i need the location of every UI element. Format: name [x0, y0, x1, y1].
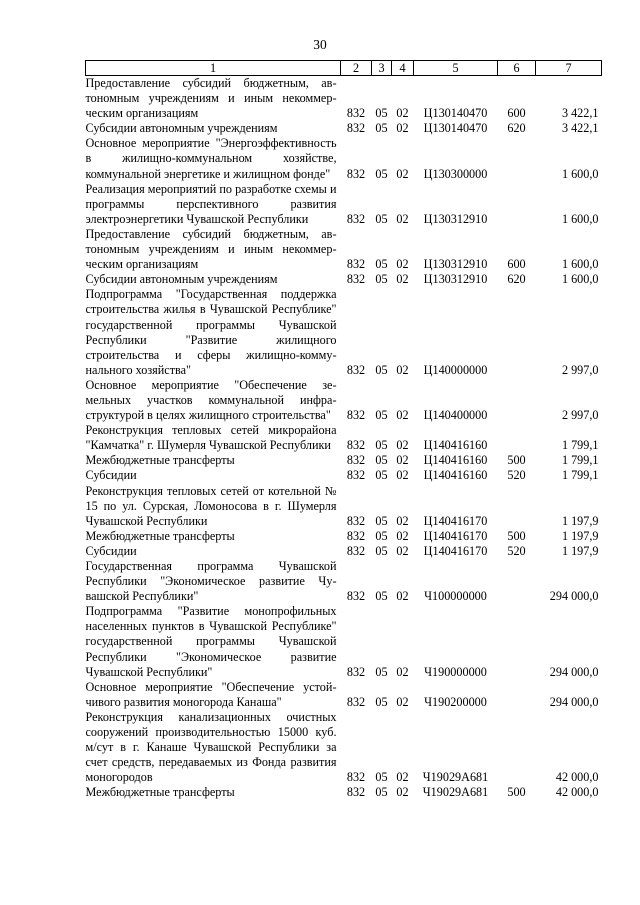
- row-sum: 1 799,1: [561, 468, 599, 483]
- row-name: Предоставление субсидий бюджетным, автономным учреждениям и иным некоммерческим организациям: [85, 76, 337, 121]
- row-name: Межбюджетные трансферты: [85, 528, 235, 543]
- row-sum: 1 799,1: [561, 453, 599, 468]
- row-pr: 02: [396, 106, 409, 121]
- row-pr: 02: [396, 453, 409, 468]
- table-row: [86, 468, 602, 483]
- row-pr: 02: [396, 257, 409, 272]
- row-csr: Ц140400000: [423, 408, 488, 423]
- table-body: [86, 76, 602, 801]
- table-row: [86, 484, 602, 529]
- row-vr: [498, 680, 536, 710]
- row-pr: 02: [396, 528, 409, 543]
- table-row: [86, 227, 602, 272]
- row-pr: 02: [396, 362, 409, 377]
- row-pr: 02: [396, 513, 409, 528]
- row-csr: Ц130312910: [423, 272, 488, 287]
- row-gr: 832: [346, 664, 366, 679]
- row-vr: 620: [507, 272, 526, 287]
- row-vr: [498, 484, 536, 529]
- row-sum: 2 997,0: [561, 362, 599, 377]
- row-vr: 500: [507, 528, 526, 543]
- row-vr: 520: [507, 468, 526, 483]
- row-sum: 2 997,0: [561, 408, 599, 423]
- table-row: [86, 76, 602, 122]
- row-csr: Ч190200000: [424, 694, 487, 709]
- row-pr: 02: [396, 664, 409, 679]
- row-name: Субсидии: [85, 468, 137, 483]
- table-row: [86, 272, 602, 287]
- row-gr: 832: [346, 121, 366, 136]
- row-gr: 832: [346, 106, 366, 121]
- row-name: Субсидии: [85, 543, 137, 558]
- table-row: [86, 423, 602, 453]
- row-name: Субсидии автономным учреждениям: [85, 272, 278, 287]
- row-rz: 05: [375, 513, 388, 528]
- row-rz: 05: [375, 438, 388, 453]
- table-row: [86, 785, 602, 800]
- row-csr: Ч100000000: [424, 589, 487, 604]
- row-pr: 02: [396, 694, 409, 709]
- row-vr: [498, 710, 536, 785]
- row-name: Субсидии автономным учреждениям: [85, 121, 278, 136]
- row-vr: [498, 559, 536, 604]
- row-gr: 832: [346, 528, 366, 543]
- row-rz: 05: [375, 362, 388, 377]
- column-header: 7: [536, 61, 602, 76]
- table-row: [86, 680, 602, 710]
- row-csr: Ч190000000: [424, 664, 487, 679]
- table-row: [86, 287, 602, 378]
- column-header: 5: [414, 61, 498, 76]
- row-rz: 05: [375, 272, 388, 287]
- row-csr: Ц140416160: [423, 468, 488, 483]
- row-rz: 05: [375, 257, 388, 272]
- row-sum: 1 600,0: [561, 211, 599, 226]
- row-rz: 05: [375, 543, 388, 558]
- row-vr: [498, 287, 536, 378]
- row-pr: 02: [396, 468, 409, 483]
- row-gr: 832: [346, 408, 366, 423]
- row-name: Межбюджетные трансферты: [85, 453, 235, 468]
- row-gr: 832: [346, 589, 366, 604]
- row-gr: 832: [346, 770, 366, 785]
- row-name: Основное мероприятие "Энергоэффективность в жилищно-коммунальном хозяйстве, коммунальной энергетике и жилищном фонде": [85, 136, 337, 181]
- row-sum: 3 422,1: [561, 121, 599, 136]
- row-csr: Ч19029А681: [422, 785, 489, 800]
- row-vr: 620: [507, 121, 526, 136]
- row-sum: 1 197,9: [561, 543, 599, 558]
- table-row: [86, 136, 602, 181]
- table-row: [86, 182, 602, 227]
- row-rz: 05: [375, 694, 388, 709]
- row-name: Основное мероприятие "Обеспечение земельных участков коммунальной инфраструктурой в целях жилищного строительства": [85, 377, 337, 423]
- row-rz: 05: [375, 664, 388, 679]
- row-pr: 02: [396, 211, 409, 226]
- row-vr: 500: [507, 785, 526, 800]
- row-sum: 42 000,0: [555, 770, 599, 785]
- row-csr: Ч19029А681: [422, 770, 489, 785]
- row-name: Реконструкция тепловых сетей микрорайона "Камчатка" г. Шумерля Чувашской Республики: [85, 423, 337, 453]
- column-header: 2: [341, 61, 372, 76]
- page-number: 30: [313, 37, 327, 52]
- table-row: [86, 529, 602, 544]
- row-csr: Ц130140470: [423, 121, 488, 136]
- row-rz: 05: [375, 121, 388, 136]
- row-sum: 1 600,0: [561, 257, 599, 272]
- row-rz: 05: [375, 453, 388, 468]
- row-pr: 02: [396, 121, 409, 136]
- row-gr: 832: [346, 513, 366, 528]
- column-header: 1: [86, 61, 341, 76]
- row-csr: Ц140416160: [423, 438, 488, 453]
- row-csr: Ц140416170: [423, 543, 488, 558]
- table-row: [86, 453, 602, 468]
- row-rz: 05: [375, 770, 388, 785]
- header-row: [86, 61, 602, 76]
- row-vr: [498, 136, 536, 181]
- row-name: Подпрограмма "Развитие монопрофильных населенных пунктов в Чувашской Республике" государственной программы Чувашской Республики "Экономическое развитие Чувашской Республики": [85, 604, 337, 679]
- row-pr: 02: [396, 408, 409, 423]
- row-rz: 05: [375, 528, 388, 543]
- row-gr: 832: [346, 257, 366, 272]
- row-sum: 1 600,0: [561, 272, 599, 287]
- row-csr: Ц140416170: [423, 528, 488, 543]
- row-gr: 832: [346, 362, 366, 377]
- row-sum: 294 000,0: [549, 694, 599, 709]
- table-row: [86, 544, 602, 559]
- column-header: 3: [372, 61, 392, 76]
- row-rz: 05: [375, 589, 388, 604]
- column-header: 6: [498, 61, 536, 76]
- row-csr: Ц140416160: [423, 453, 488, 468]
- row-gr: 832: [346, 272, 366, 287]
- table-row: [86, 710, 602, 785]
- row-sum: 42 000,0: [555, 785, 599, 800]
- row-pr: 02: [396, 166, 409, 181]
- row-rz: 05: [375, 468, 388, 483]
- row-vr: [498, 182, 536, 227]
- row-name: Предоставление субсидий бюджетным, автономным учреждениям и иным некоммерческим организациям: [85, 226, 337, 272]
- row-vr: [498, 604, 536, 679]
- table-row: [86, 378, 602, 423]
- row-rz: 05: [375, 106, 388, 121]
- row-sum: 294 000,0: [549, 589, 599, 604]
- column-header: 4: [392, 61, 414, 76]
- row-gr: 832: [346, 543, 366, 558]
- row-csr: Ц130312910: [423, 257, 488, 272]
- row-csr: Ц130312910: [423, 211, 488, 226]
- row-csr: Ц140416170: [423, 513, 488, 528]
- table-row: [86, 559, 602, 604]
- row-name: Реконструкция тепловых сетей от котельной № 15 по ул. Сурская, Ломоносова в г. Шумерля Чувашской Республики: [85, 483, 337, 528]
- row-name: Реализация мероприятий по разработке схемы и программы перспективного развития электроэнергетики Чувашской Республики: [85, 181, 337, 226]
- row-sum: 1 600,0: [561, 166, 599, 181]
- row-pr: 02: [396, 272, 409, 287]
- row-pr: 02: [396, 785, 409, 800]
- row-vr: 500: [507, 453, 526, 468]
- table-row: [86, 604, 602, 679]
- row-pr: 02: [396, 438, 409, 453]
- row-pr: 02: [396, 589, 409, 604]
- row-gr: 832: [346, 166, 366, 181]
- row-pr: 02: [396, 770, 409, 785]
- row-rz: 05: [375, 785, 388, 800]
- row-vr: 520: [507, 543, 526, 558]
- row-gr: 832: [346, 694, 366, 709]
- row-vr: 600: [507, 106, 526, 121]
- row-sum: 294 000,0: [549, 664, 599, 679]
- row-name: Реконструкция канализационных очистных сооружений производительностью 15000 куб. м/сут в г. Канаше Чувашской Республики за счет средств, передаваемых из Фонда развития моногородов: [85, 709, 337, 785]
- row-rz: 05: [375, 408, 388, 423]
- row-rz: 05: [375, 166, 388, 181]
- row-rz: 05: [375, 211, 388, 226]
- row-gr: 832: [346, 453, 366, 468]
- row-vr: 600: [507, 257, 526, 272]
- row-csr: Ц130300000: [423, 166, 488, 181]
- row-sum: 1 197,9: [561, 513, 599, 528]
- row-sum: 3 422,1: [561, 106, 599, 121]
- row-name: Межбюджетные трансферты: [85, 785, 235, 800]
- row-gr: 832: [346, 785, 366, 800]
- row-sum: 1 197,9: [561, 528, 599, 543]
- table-row: [86, 121, 602, 136]
- row-name: Государственная программа Чувашской Республики "Экономическое развитие Чувашской Республики": [85, 559, 337, 604]
- row-name: Основное мероприятие "Обеспечение устойчивого развития моногорода Канаша": [85, 679, 337, 709]
- row-gr: 832: [346, 211, 366, 226]
- row-csr: Ц130140470: [423, 106, 488, 121]
- budget-table: [85, 60, 602, 801]
- row-vr: [498, 423, 536, 453]
- row-gr: 832: [346, 438, 366, 453]
- row-sum: 1 799,1: [561, 438, 599, 453]
- row-vr: [498, 378, 536, 423]
- row-name: Подпрограмма "Государственная поддержка строительства жилья в Чувашской Республике" государственной программы Чувашской Республики "Развитие жилищного строительства и сферы жилищно-коммунального хозяйства": [85, 287, 337, 377]
- row-csr: Ц140000000: [423, 362, 488, 377]
- row-gr: 832: [346, 468, 366, 483]
- row-pr: 02: [396, 543, 409, 558]
